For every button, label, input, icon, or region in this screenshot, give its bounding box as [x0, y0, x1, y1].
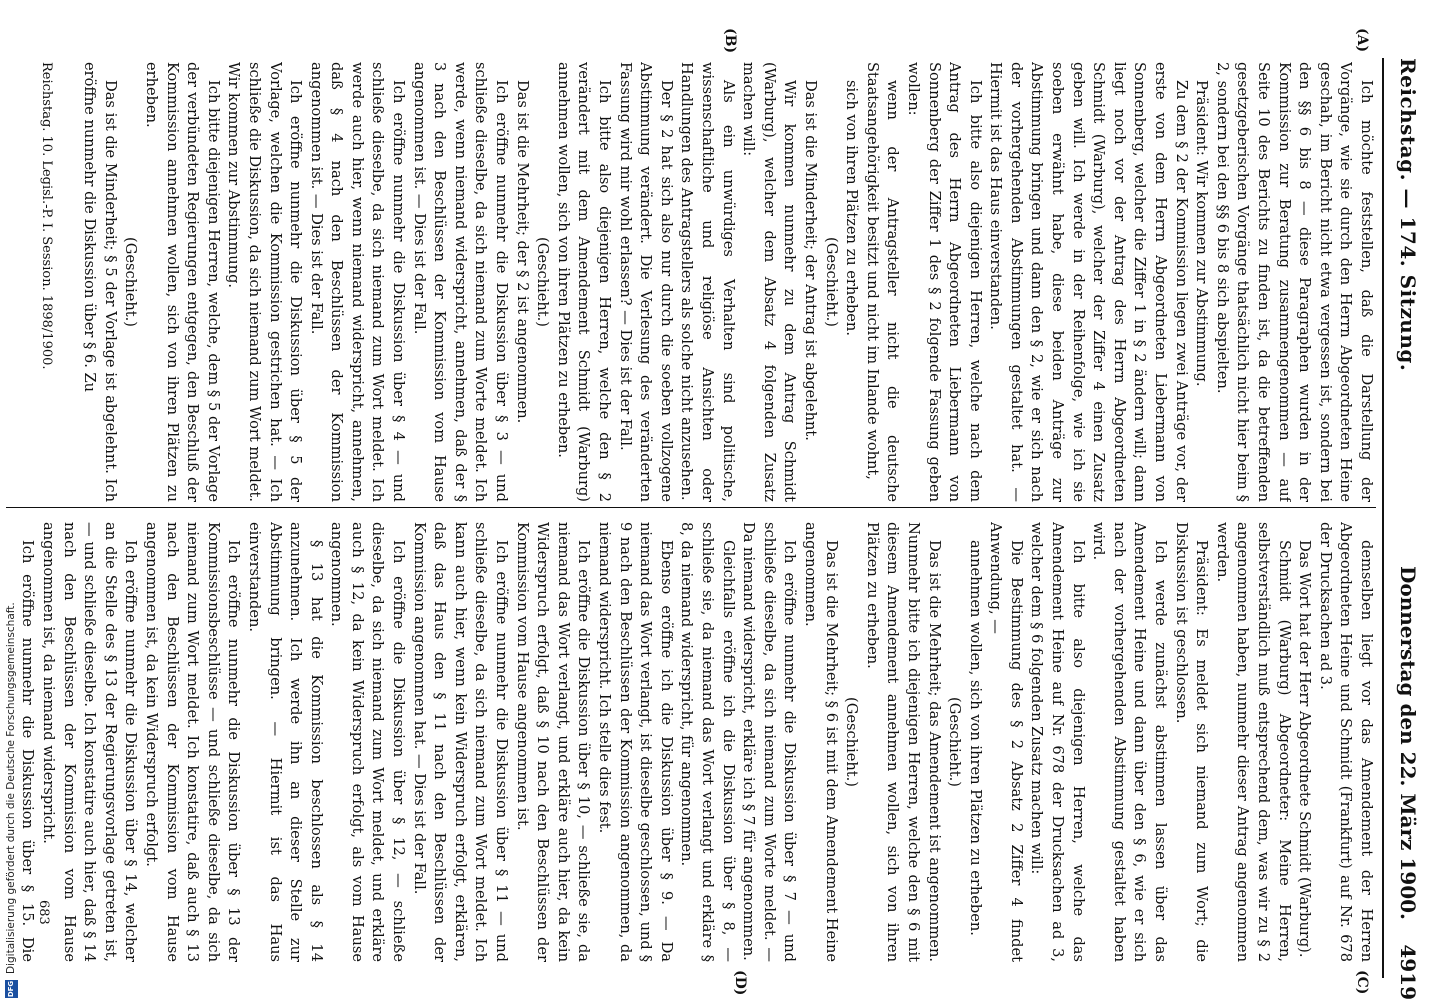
paragraph: wenn der Antragsteller nicht die deutsche Staatsangehörigkeit besitzt und nicht im Inlande wohnt, — [863, 62, 902, 502]
margin-mark-b: (B) — [722, 28, 738, 54]
paragraph: (Geschieht.) — [534, 237, 552, 327]
paragraph: Ich eröffne nunmehr die Diskussion über § 4 — und schließe dieselbe, da sich niemand zum Wort meldet. Ich werde auch hier, wenn niemand widerspricht, annehmen, daß § 4 nach den Beschlüssen der Kommission angenommen ist. — Dies ist der Fall. — [307, 62, 408, 502]
credit-strip — [0, 0, 22, 1000]
footer-source: Reichstag. 10. Legisl.-P. I. Session. 1898/1900. — [39, 62, 54, 370]
paragraph: Zu dem § 2 der Kommission liegen zwei Anträge vor, der erste von dem Herrn Abgeordneten Liebermann von Sonnenberg, welcher die Ziffer 1 in § 2 ändern will; dann liegt noch vor der Antrag des Herrn Abgeordneten Schmidt (Warburg), welcher der Ziffer 4 einen Zusatz geben will. Ich werde in der Reihenfolge, wie ich sie soeben erwähnt habe, diese beiden Anträge zur Abstimmung bringen und dann den § 2, wie er sich nach der vorhergehenden Abstimmungen gestaltet hat. — Hiermit ist das Haus einverstanden. — [987, 62, 1190, 502]
header-date: Donnerstag den 22. März 1900. — [1396, 566, 1420, 920]
paragraph: Das ist die Mehrheit; § 6 ist mit dem Amendement Heine angenommen. — [801, 522, 840, 962]
paragraph: Als ein unwürdiges Verhalten sind politische, wissenschaftliche und religiöse Ansichten oder Handlungen des Antragstellers als solche nicht anzusehen. — [678, 62, 737, 502]
paragraph: Die Bestimmung des § 2 Absatz 2 Ziffer 4 findet Anwendung, — — [987, 522, 1025, 962]
paragraph: Ich eröffne nunmehr die Diskussion über § 7 — und schließe dieselbe, da sich niemand zum Worte meldet. — Da niemand widerspricht, erkläre ich § 7 für angenommen. — [740, 522, 799, 962]
paragraph: Das ist die Mehrheit; das Amendement ist angenommen. Nunmehr bitte ich diejenigen Herren, welche den § 6 mit diesem Amendement annehmen wollen, sich von ihren Plätzen zu erheben. — [863, 522, 943, 962]
paragraph: Ich eröffne nunmehr die Diskussion über § 13 der Kommissionsbeschlüsse — und schließe dieselbe, da sich niemand zum Wort meldet. Ich konstatire, daß auch § 13 nach den Beschlüssen der Kommission vom Hause angenommen ist, da kein Widerspruch erfolgt. — [142, 522, 243, 962]
paragraph: (Geschieht.) — [122, 237, 140, 327]
paragraph: sich von ihren Plätzen zu erheben. — [843, 80, 861, 336]
credit-text: Digitalisierung gefördert durch die Deutsche Forschungsgemeinschaft. — [5, 602, 17, 974]
paragraph: Ich bitte also diejenigen Herren, welche den § 2 verändert mit dem Amendement Schmidt (Warburg) annehmen wollen, sich von ihren Plätzen zu erheben. — [554, 62, 614, 502]
paragraph: demselben liegt vor das Amendement der Herren Abgeordneten Heine und Schmidt (Frankfurt) auf Nr. 678 der Drucksachen ad 3. — [1316, 522, 1375, 962]
paragraph: Präsident: Es meldet sich niemand zum Wort; die Diskussion ist geschlossen. — [1172, 522, 1211, 962]
paragraph: (Geschieht.) — [822, 237, 840, 327]
margin-mark-a: (A) — [1354, 28, 1370, 53]
footer-page-number: 683 — [36, 900, 51, 925]
paragraph: Ich eröffne nunmehr die Diskussion über § 3 — und schließe dieselbe, da sich niemand zum Worte meldet. Ich werde, wenn niemand widerspricht, annehmen, daß der § 3 nach den Beschlüssen der Kommission vom Hause angenommen ist. — Dies ist der Fall. — [410, 62, 511, 502]
column-divider — [6, 507, 1376, 508]
paragraph: Ich bitte diejenigen Herren, welche, dem § 5 der Vorlage der verbündeten Regierungen entgegen, den Beschluß der Kommission annehmen wollen, sich von ihren Plätzen zu erheben. — [142, 62, 222, 502]
header-rule — [1382, 58, 1384, 978]
paragraph: Präsident: Wir kommen zur Abstimmung. — [1193, 80, 1211, 387]
paragraph: Der § 2 hat sich also nur durch die soeben vollzogene Abstimmung verändert. Die Verlesung des veränderten Fassung wird mir wohl erlassen? — Dies ist der Fall. — [616, 62, 675, 502]
right-column — [16, 522, 1376, 962]
paragraph: Wir kommen nunmehr zu dem Antrag Schmidt (Warburg), welcher dem Absatz 4 folgenden Zusatz machen will: — [740, 62, 799, 502]
paragraph: Ich bitte also diejenigen Herren, welche das Amendement Heine auf Nr. 678 der Drucksachen ad 3, welcher dem § 6 folgenden Zusatz machen will: — [1028, 522, 1087, 962]
paragraph: Das Wort hat der Herr Abgeordnete Schmidt (Warburg). — [1296, 540, 1314, 958]
margin-mark-c: (C) — [1354, 970, 1370, 995]
paragraph: Ich eröffne nunmehr die Diskussion über § 11 — und schließe dieselbe, da sich niemand zum Wort meldet. Ich kann auch hier, wenn kein Widerspruch erfolgt, erklären, daß das Haus den § 11 nach den Beschlüssen der Kommission angenommen hat. — Dies ist der Fall. — [410, 522, 511, 962]
paragraph: Das ist die Minderheit; § 5 der Vorlage ist abgelehnt. Ich eröffne nunmehr die Diskussion über § 6. Zu — [81, 62, 119, 502]
header-session: Reichstag. — 174. Sitzung. — [1396, 58, 1420, 372]
paragraph: Ich möchte feststellen, daß die Darstellung der Vorgänge, wie sie durch den Herrn Abgeordneten Heine geschah, im Bericht nicht etwa vergessen ist, sondern bei den §§ 6 bis 8 — diese Paragraphen wurden in der Kommission zur Beratung zusammengenommen — auf Seite 10 des Berichts zu finden ist, da die betreffenden gesetzgeberischen Vorgänge thatsächlich nicht hier beim § 2, sondern bei den §§ 6 bis 8 sich abspielten. — [1213, 62, 1375, 502]
paragraph: Schmidt (Warburg) Abgeordneter: Meine Herren, selbstverständlich muß entsprechend dem, was wir zu § 2 angenommen haben, nunmehr dieser Antrag angenommen werden. — [1213, 522, 1293, 962]
paragraph: Das ist die Mehrheit; der § 2 ist angenommen. — [513, 80, 531, 424]
paragraph: Ich werde zunächst abstimmen lassen über das Amendement Heine und dann über den § 6, wie er sich nach der vorhergehenden Abstimmung gestaltet haben wird. — [1090, 522, 1170, 962]
paragraph: (Geschieht.) — [843, 697, 861, 787]
paragraph: Ich eröffne nunmehr die Diskussion über § 5 der Vorlage, welchen die Kommission gestrichen hat. — Ich schließe die Diskussion, da sich niemand zum Wort meldet. Wir kommen zur Abstimmung. — [225, 62, 305, 502]
dfg-logo: DFG — [5, 980, 18, 998]
paragraph: (Geschieht.) — [946, 697, 964, 787]
paragraph: Ich bitte also diejenigen Herren, welche nach dem Antrag des Herrn Abgeordneten Liebermann von Sonnenberg der Ziffer 1 des § 2 folgende Fassung geben wollen: — [904, 62, 984, 502]
paragraph: § 13 hat die Kommission beschlossen als § 14 anzunehmen. Ich werde ihn an dieser Stelle zur Abstimmung bringen. — Hiermit ist das Haus einverstanden. — [245, 522, 325, 962]
margin-mark-d: (D) — [732, 970, 748, 996]
page-header — [1386, 58, 1426, 1000]
paragraph: Ebenso eröffne ich die Diskussion über § 9. — Da niemand das Wort verlangt, ist dieselbe geschlossen, und § 9 nach den Beschlüssen der Kommission angenommen, da niemand widerspricht. Ich stelle dies fest. — [596, 522, 675, 962]
paragraph: Ich eröffne die Diskussion über § 10, — schließe sie, da niemand das Wort verlangt, und erkläre auch hier, da kein Widerspruch erfolgt, daß § 10 nach den Beschlüssen der Kommission vom Hause angenommen ist. — [513, 522, 593, 962]
paragraph: Ich eröffne nunmehr die Diskussion über § 14, welcher an die Stelle des § 13 der Regierungsvorlage getreten ist, — und schließe dieselbe. Ich konstatire auch hier, daß § 14 nach den Beschlüssen der Kommission vom Hause angenommen ist, da niemand widerspricht. — [40, 522, 140, 962]
paragraph: Ich eröffne die Diskussion über § 12, — schließe dieselbe, da sich niemand zum Wort meldet, und erkläre auch § 12, da kein Widerspruch erfolgt, als vom Hause angenommen. — [328, 522, 408, 962]
paragraph: Gleichfalls eröffne ich die Diskussion über § 8, — schließe sie, da niemand das Wort verlangt und erkläre § 8, da niemand widerspricht, für angenommen. — [678, 522, 737, 962]
left-column — [16, 62, 1376, 502]
paragraph: Ich eröffne nunmehr die Diskussion über § 15. Die — [19, 540, 37, 962]
paragraph: Das ist die Minderheit; der Antrag ist abgelehnt. — [801, 80, 819, 441]
header-page-number: 4919 — [1396, 944, 1420, 1000]
paragraph: annehmen wollen, sich von ihren Plätzen zu erheben. — [966, 540, 984, 936]
